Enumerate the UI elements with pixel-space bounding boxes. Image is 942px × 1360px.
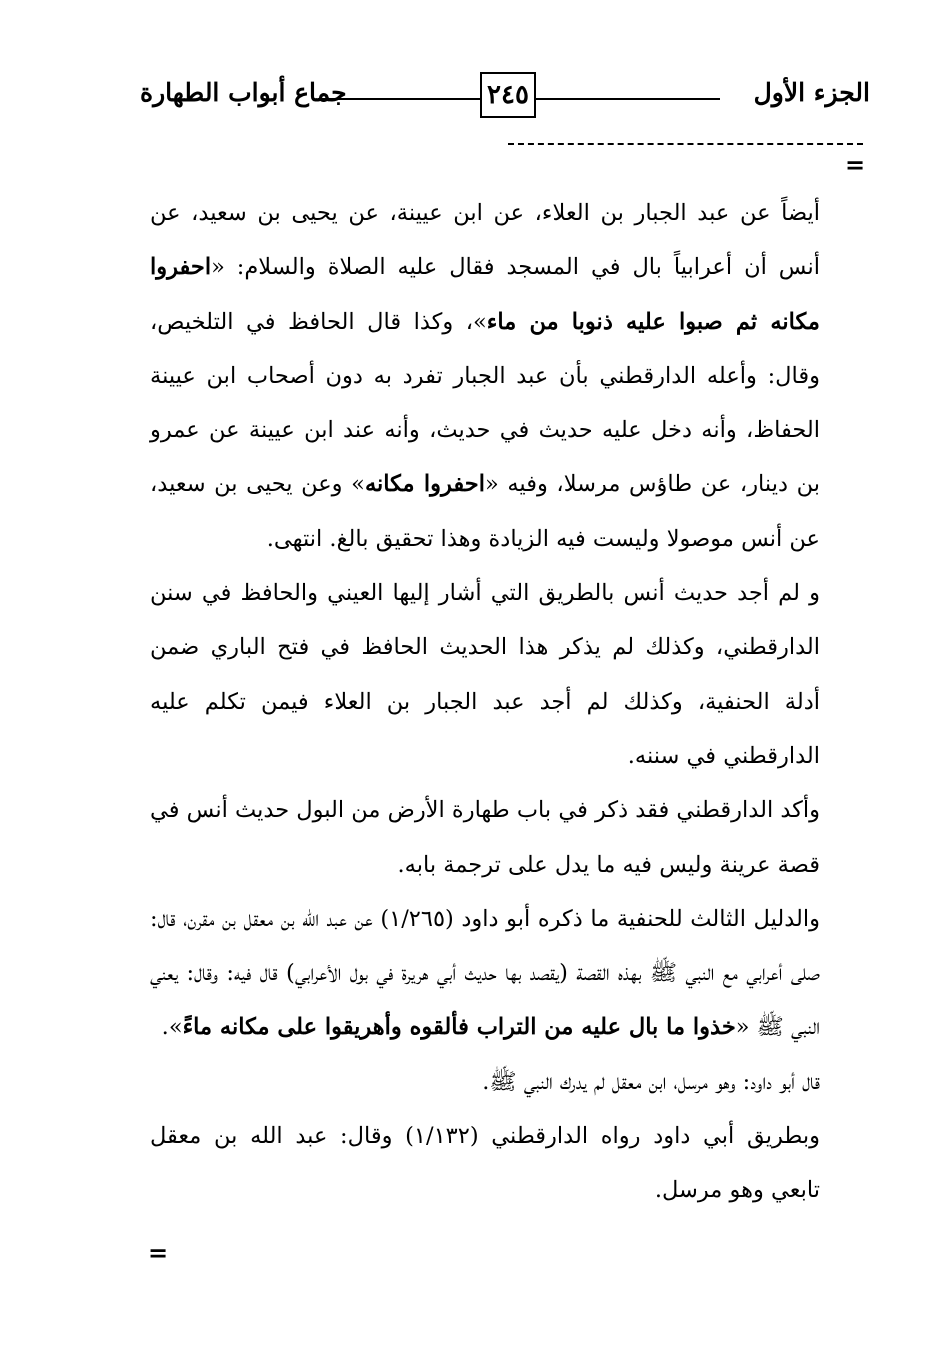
continuation-mark: =: [845, 150, 866, 179]
dashed-separator: [508, 143, 863, 145]
paragraph: وبطريق أبي داود رواه الدارقطني (١/١٣٢) وقال: عبد الله بن معقل تابعي وهو مرسل.: [150, 1123, 820, 1204]
paragraph: [150, 186, 820, 566]
volume-title: الجزء الأول: [753, 78, 870, 107]
hadith-quote: احفروا مكانه ثم صبوا عليه ذنوبا من ماء: [150, 254, 820, 335]
section-title: جماع أبواب الطهارة: [140, 78, 347, 107]
text-run: والدليل الثالث للحنفية ما ذكره أبو داود (١/٢٦٥) عن عبد الله بن معقل بن مقرن، قال: صلى أعرابي مع النبي ﷺ بهذه القصة (يقصد بها حديث أبي هريرة في بول الأعرابي) قال فيه: وقال: يعني النبي ﷺ «: [150, 905, 821, 1041]
page-number: ٢٤٥: [480, 72, 536, 118]
text-run: أيضاً عن عبد الجبار بن العلاء، عن ابن عيينة، عن يحيى بن سعيد، عن أنس أن أعرابياً بال في المسجد فقال عليه الصلاة والسلام: «: [150, 200, 820, 281]
paragraph: وأكد الدارقطني فقد ذكر في باب طهارة الأرض من البول حديث أنس في قصة عرينة وليس فيه ما يدل على ترجمة بابه.: [150, 797, 820, 878]
hadith-quote: خذوا ما بال عليه من التراب فألقوه وأهريقوا على مكانه ماءً: [182, 1014, 736, 1041]
paragraph: و لم أجد حديث أنس بالطريق التي أشار إليها العيني والحافظ في سنن الدارقطني، وكذلك لم يذكر هذا الحديث الحافظ في فتح الباري ضمن أدلة الحنفية، وكذلك لم أجد عبد الجبار بن العلاء فيمن تكلم عليه الدارقطني في سننه.: [150, 580, 820, 769]
hadith-quote: احفروا مكانه: [364, 471, 485, 498]
header-rule: [535, 98, 720, 100]
running-header: [140, 70, 870, 126]
paragraph: [150, 892, 820, 1055]
main-text: [150, 186, 820, 1218]
text-run: » وعن يحيى بن سعيد، عن أنس موصولا وليست فيه الزيادة وهذا تحقيق بالغ. انتهى.: [150, 471, 820, 552]
paragraph: قال أبو داود: وهو مرسل، ابن معقل لم يدرك النبي ﷺ.: [482, 1068, 820, 1095]
text-run: »، وكذا قال الحافظ في التلخيص، وقال: وأعله الدارقطني بأن عبد الجبار تفرد به دون أصحاب ابن عيينة الحفاظ، وأنه دخل عليه حديث في حديث، وأنه عند ابن عيينة عن عمرو بن دينار، عن طاؤس مرسلا، وفيه «: [150, 308, 820, 498]
continuation-mark: =: [148, 1238, 169, 1267]
text-run: ».: [161, 1014, 183, 1041]
